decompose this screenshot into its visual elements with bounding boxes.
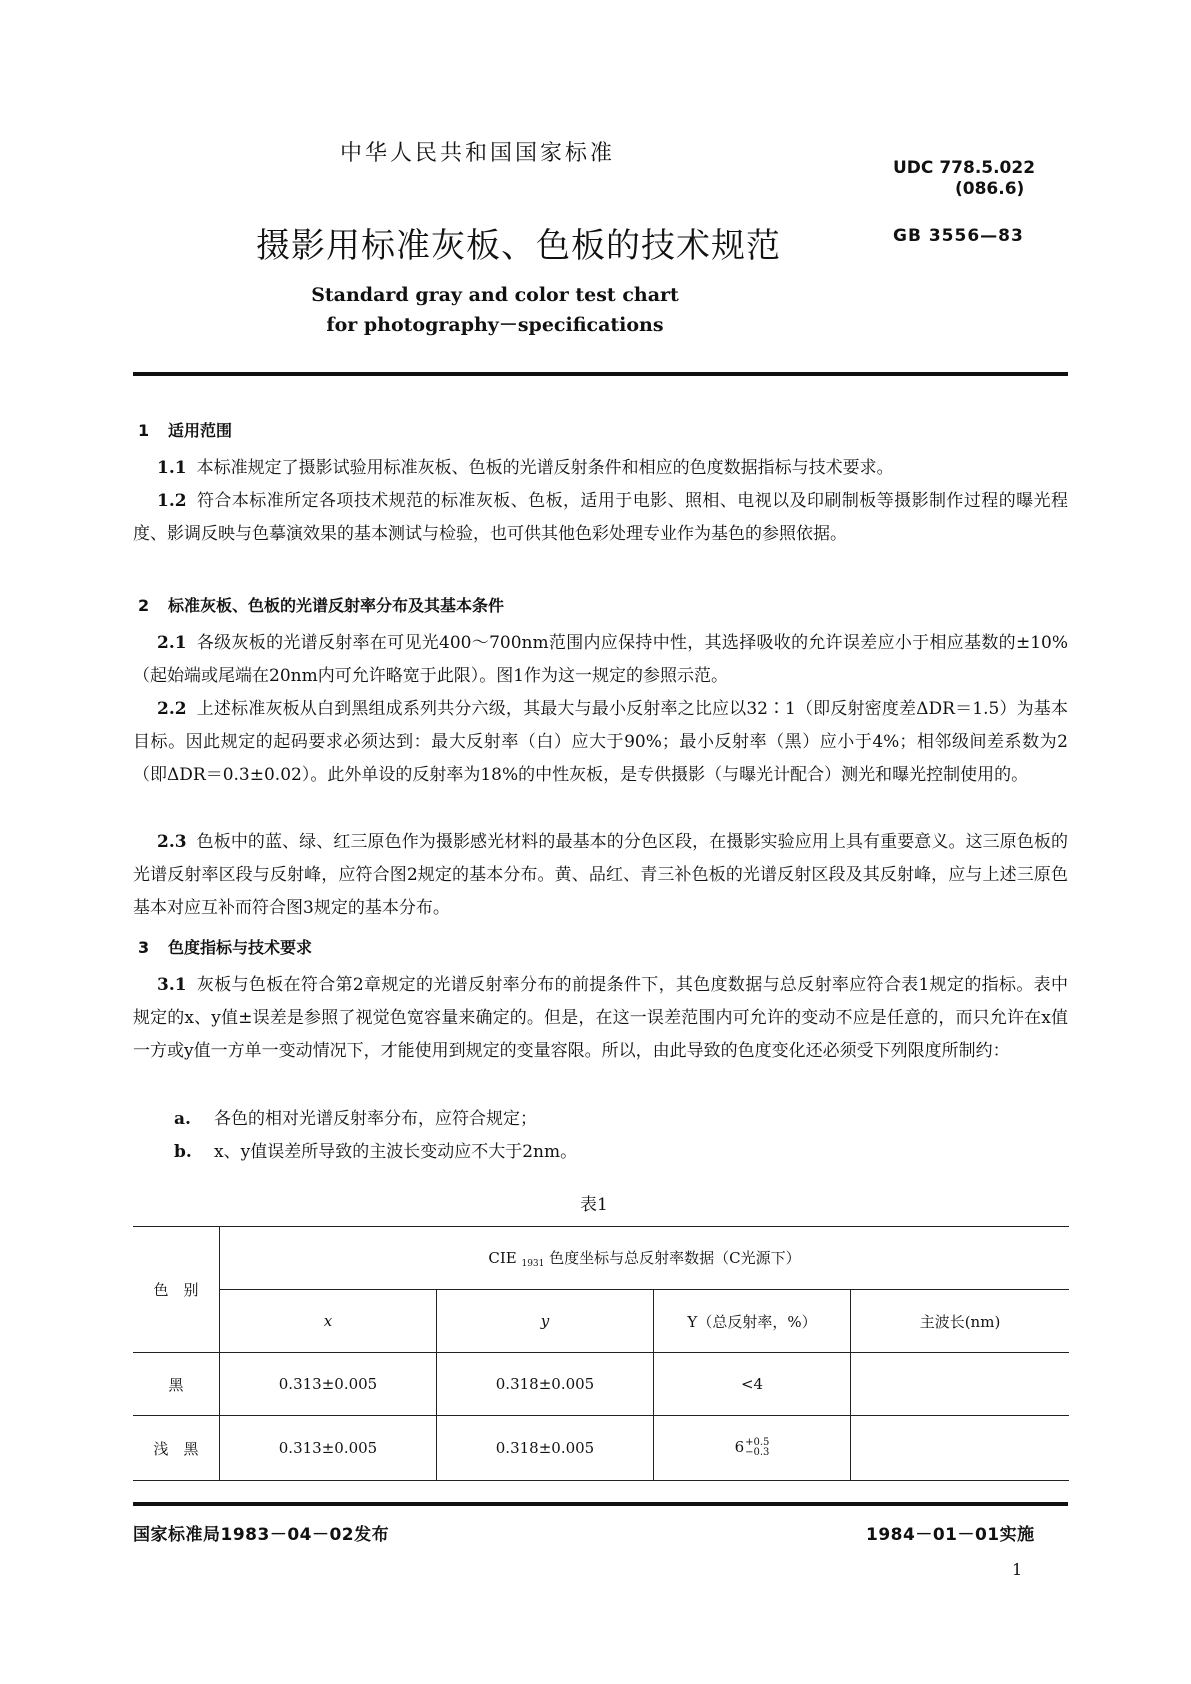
reflectance-value: 6 <box>734 1438 745 1456</box>
cell-x: 0.313±0.005 <box>220 1353 437 1416</box>
list-marker: a. <box>174 1109 191 1129</box>
udc-block <box>893 158 1035 200</box>
cell-y: 0.318±0.005 <box>437 1416 654 1481</box>
table-row <box>133 1416 1069 1481</box>
paragraph-1-1 <box>133 452 1068 485</box>
header-total-reflectance: Y（总反射率，%） <box>654 1290 851 1353</box>
table-caption: 表1 <box>580 1195 608 1215</box>
cell-color: 浅 黑 <box>133 1416 220 1481</box>
section-3-heading <box>138 935 312 958</box>
cie-year: 1931 <box>521 1259 545 1269</box>
cie-label: CIE <box>488 1249 517 1267</box>
list-marker: b. <box>174 1142 192 1162</box>
footer-divider <box>133 1502 1068 1506</box>
paragraph-text: 灰板与色板在符合第2章规定的光谱反射率分布的前提条件下，其色度数据与总反射率应符合表1规定的指标。表中规定的x、y值±误差是参照了视觉色宽容量来确定的。但是，在这一误差范围内可允许的变动不应是任意的，而只允许在x值一方或y值一方单一变动情况下，才能使用到规定的变量容限。所以，由此导致的色度变化还必须受下列限度所制约： <box>133 975 1068 1061</box>
document-title-en <box>300 280 690 340</box>
tolerance-plus: +0.5 <box>745 1437 770 1448</box>
paragraph-number: 2.3 <box>157 832 187 852</box>
header-y: y <box>437 1290 654 1353</box>
cell-x: 0.313±0.005 <box>220 1416 437 1481</box>
page-number: 1 <box>1012 1560 1023 1579</box>
cell-wavelength <box>851 1416 1070 1481</box>
paragraph-text: 上述标准灰板从白到黑组成系列共分六级，其最大与最小反射率之比应以32∶1（即反射密度差ΔDR＝1.5）为基本目标。因此规定的起码要求必须达到：最大反射率（白）应大于90%；最小反射率（黑）应小于4%；相邻级间差系数为2（即ΔDR＝0.3±0.02）。此外单设的反射率为18%的中性灰板，是专供摄影（与曝光计配合）测光和曝光控制使用的。 <box>133 699 1068 785</box>
reflectance-tolerance <box>745 1438 769 1458</box>
paragraph-2-1 <box>133 627 1068 693</box>
colorimetric-data-table <box>133 1226 1069 1481</box>
cell-wavelength <box>851 1353 1070 1416</box>
list-text: x、y值误差所导致的主波长变动应不大于2nm。 <box>214 1142 578 1162</box>
paragraph-2-3 <box>133 826 1068 925</box>
header-cie-group <box>220 1227 1070 1290</box>
section-number: 1 <box>138 421 150 440</box>
paragraph-text: 各级灰板的光谱反射率在可见光400～700nm范围内应保持中性，其选择吸收的允许误差应小于相应基数的±10%（起始端或尾端在20nm内可允许略宽于此限）。图1作为这一规定的参照示范。 <box>133 633 1068 686</box>
section-1-heading <box>138 418 232 441</box>
title-en-line-2: for photography－specifications <box>326 314 664 336</box>
list-item-b <box>174 1136 577 1168</box>
paragraph-number: 2.1 <box>157 633 187 653</box>
paragraph-1-2 <box>133 485 1068 551</box>
cell-color: 黑 <box>133 1353 220 1416</box>
header-dominant-wavelength: 主波长(nm) <box>851 1290 1070 1353</box>
paragraph-number: 3.1 <box>157 975 187 995</box>
gb-code: GB 3556—83 <box>893 226 1024 246</box>
section-number: 2 <box>138 596 150 615</box>
national-standard-heading: 中华人民共和国国家标准 <box>340 141 616 166</box>
paragraph-number: 2.2 <box>157 699 187 719</box>
implementation-date: 1984－01－01实施 <box>866 1525 1035 1545</box>
udc-sub-code: (086.6) <box>955 179 1025 199</box>
section-title: 适用范围 <box>168 421 233 440</box>
header-color-category: 色 别 <box>133 1227 220 1353</box>
paragraph-text: 本标准规定了摄影试验用标准灰板、色板的光谱反射条件和相应的色度数据指标与技术要求。 <box>196 458 894 478</box>
paragraph-number: 1.1 <box>157 458 187 478</box>
paragraph-text: 色板中的蓝、绿、红三原色作为摄影感光材料的最基本的分色区段，在摄影实验应用上具有重要意义。这三原色板的光谱反射率区段与反射峰，应符合图2规定的基本分布。黄、品红、青三补色板的光谱反射区段及其反射峰，应与上述三原色基本对应互补而符合图3规定的基本分布。 <box>133 832 1068 918</box>
section-2-heading <box>138 593 504 616</box>
cie-description: 色度坐标与总反射率数据（C光源下） <box>549 1249 801 1267</box>
section-number: 3 <box>138 938 150 957</box>
table-row <box>133 1353 1069 1416</box>
cell-y: 0.318±0.005 <box>437 1353 654 1416</box>
list-text: 各色的相对光谱反射率分布，应符合规定； <box>214 1109 537 1129</box>
section-title: 色度指标与技术要求 <box>168 938 313 957</box>
udc-code: 778.5.022 <box>939 158 1036 178</box>
cell-total-reflectance <box>654 1416 851 1481</box>
cell-total-reflectance: <4 <box>654 1353 851 1416</box>
title-en-line-1: Standard gray and color test chart <box>311 284 679 306</box>
header-x: x <box>220 1290 437 1353</box>
tolerance-minus: −0.3 <box>745 1447 770 1458</box>
paragraph-text: 符合本标准所定各项技术规范的标准灰板、色板，适用于电影、照相、电视以及印刷制板等摄影制作过程的曝光程度、影调反映与色摹演效果的基本测试与检验，也可供其他色彩处理专业作为基色的参照依据。 <box>133 491 1068 544</box>
header-divider <box>133 372 1068 376</box>
issue-date: 国家标准局1983－04－02发布 <box>133 1525 390 1545</box>
paragraph-2-2 <box>133 693 1068 792</box>
list-item-a <box>174 1103 537 1135</box>
paragraph-number: 1.2 <box>157 491 187 511</box>
udc-label: UDC <box>893 158 934 178</box>
paragraph-3-1 <box>133 969 1068 1068</box>
document-title-cn: 摄影用标准灰板、色板的技术规范 <box>256 226 781 266</box>
section-title: 标准灰板、色板的光谱反射率分布及其基本条件 <box>168 596 505 615</box>
